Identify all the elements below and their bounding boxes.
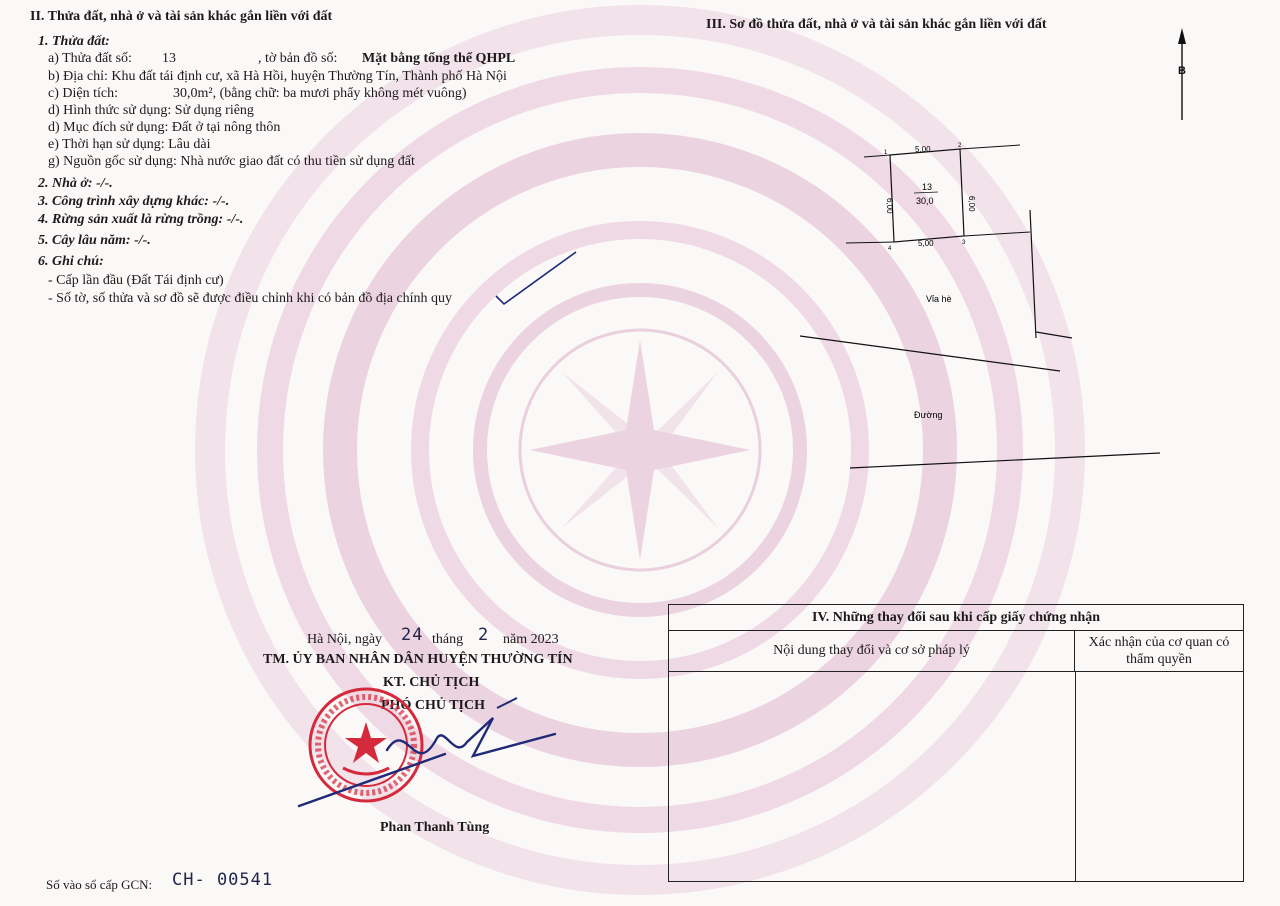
note-first-issue: - Cấp lần đầu (Đất Tái định cư): [48, 273, 224, 288]
road-edge-bottom: [850, 453, 1160, 468]
use-purpose: d) Mục đích sử dụng: Đất ở tại nông thôn: [48, 120, 281, 135]
point-1: 1: [884, 150, 888, 156]
parcel-label-area: 30,0: [916, 196, 934, 206]
top-length: 5,00: [915, 145, 931, 154]
registry-label: Số vào sổ cấp GCN:: [46, 877, 153, 892]
signer-position: PHÓ CHỦ TỊCH: [381, 698, 485, 713]
column-divider: [1075, 672, 1076, 881]
north-arrow: [1178, 28, 1186, 120]
note-adjustment: - Số tờ, số thửa và sơ đồ sẽ được điều chỉnh khi có bản đồ địa chính quy: [48, 291, 453, 306]
confirmation-column-header: Xác nhận của cơ quan có thẩm quyền: [1075, 630, 1243, 672]
use-form: d) Hình thức sử dụng: Sử dụng riêng: [48, 103, 254, 118]
area-label: c) Diện tích:: [48, 86, 118, 101]
handwritten-signature: [295, 690, 595, 810]
right-length: 6,00: [967, 196, 976, 212]
signer-name: Phan Thanh Tùng: [380, 820, 490, 835]
on-behalf: KT. CHỦ TỊCH: [383, 675, 480, 690]
house-line: 2. Nhà ở: -/-.: [38, 176, 113, 191]
forest-line: 4. Rừng sản xuất là rừng trồng: -/-.: [38, 212, 244, 227]
bottom-length: 5,00: [918, 239, 934, 248]
use-origin: g) Nguồn gốc sử dụng: Nhà nước giao đất có thu tiền sử dụng đất: [48, 154, 415, 169]
road-label: Đường: [914, 410, 943, 420]
parcel-label: a) Thửa đất số:: [48, 51, 132, 66]
area-value: 30,0m², (bằng chữ: ba mươi phẩy không mét vuông): [173, 86, 467, 101]
map-label: , tờ bản đồ số:: [258, 51, 338, 66]
sidewalk-label: Vỉa hè: [926, 294, 952, 304]
changes-column-header: Nội dung thay đổi và cơ sở pháp lý: [669, 630, 1075, 672]
point-4: 4: [888, 246, 892, 252]
ink-checkmark: [490, 248, 582, 312]
road-edge-top: [800, 336, 1060, 371]
section4-title: IV. Những thay đổi sau khi cấp giấy chứng nhận: [669, 605, 1243, 631]
changes-table: [668, 604, 1244, 882]
registry-number: CH- 00541: [172, 870, 274, 890]
land-heading: 1. Thửa đất:: [38, 34, 110, 49]
map-value: Mặt bằng tổng thể QHPL: [362, 51, 516, 66]
perennial-line: 5. Cây lâu năm: -/-.: [38, 233, 151, 248]
point-2: 2: [958, 143, 962, 149]
left-length: 6,00: [885, 198, 894, 214]
date-day: 24: [401, 625, 424, 645]
notes-heading: 6. Ghi chú:: [38, 254, 104, 269]
parcel-label-number: 13: [922, 182, 933, 192]
parcel-diagram: [780, 20, 1260, 480]
section2-title: II. Thửa đất, nhà ở và tài sản khác gắn liền với đất: [30, 9, 333, 24]
star-motif: [530, 340, 750, 560]
point-3: 3: [962, 240, 966, 246]
address: b) Địa chỉ: Khu đất tái định cư, xã Hà Hồi, huyện Thường Tín, Thành phố Hà Nội: [48, 69, 507, 84]
other-works-line: 3. Công trình xây dựng khác: -/-.: [38, 194, 230, 209]
date-month-label: tháng: [432, 632, 464, 647]
date-month: 2: [478, 625, 490, 645]
issuing-org: TM. ỦY BAN NHÂN DÂN HUYỆN THƯỜNG TÍN: [263, 652, 573, 667]
north-label: B: [1178, 65, 1186, 77]
date-year: năm 2023: [503, 632, 559, 647]
date-prefix: Hà Nội, ngày: [307, 632, 383, 647]
section3-title: III. Sơ đồ thửa đất, nhà ở và tài sản khác gắn liền với đất: [706, 17, 1047, 32]
use-term: e) Thời hạn sử dụng: Lâu dài: [48, 137, 211, 152]
parcel-number: 13: [162, 51, 176, 66]
